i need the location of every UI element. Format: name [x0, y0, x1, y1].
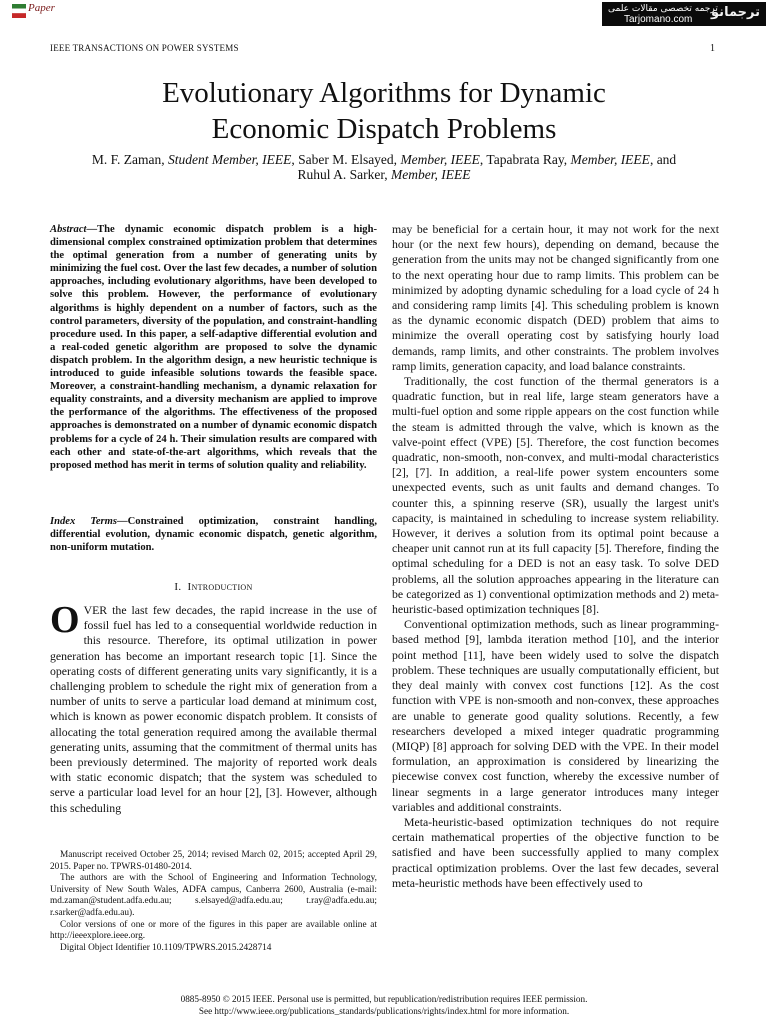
abstract-label: Abstract	[50, 224, 87, 235]
abstract	[50, 223, 377, 472]
index-terms-text: —Constrained optimization, constraint handling, differential evolution, dynamic economic dispatch, genetic algorithm, non-uniform mutation.	[50, 516, 377, 554]
title-line-2: Economic Dispatch Problems	[211, 113, 557, 145]
page-number: 1	[710, 43, 715, 54]
abstract-text: —The dynamic economic dispatch problem is a high-dimensional complex constrained optimization problem that determines the optimal generation from a number of generating units by minimizing the fuel cost. Over the last few decades, a number of solution approaches, including evolutionary algorithms, have been developed to solve this problem. However, the performance of evolutionary algorithms is highly dependent on a number of factors, such as the control parameters, diversity of the population, and constraint-handling procedure used. In this paper, a self-adaptive differential evolution and a real-coded genetic algorithm are proposed to solve the dynamic dispatch problem. In the algorithm design, a new heuristic technique is introduced to guide infeasible solutions towards the feasible space. Moreover, a constraint-handling mechanism, a dynamic relaxation for equality constraints, and a diversity mechanism are applied to improve the performance of the algorithms. The effectiveness of the proposed approaches is demonstrated on a number of dynamic economic dispatch problems for a cycle of 24 h. Their simulation results are compared with each other and state-of-the-art algorithms, which reveals that the proposed method has merit in terms of solution quality and reliability.	[50, 224, 377, 471]
banner-tagline: ترجمه تخصصی مقالات علمی	[608, 4, 718, 14]
author-role: Member, IEEE	[391, 167, 471, 182]
author-name: , Tapabrata Ray,	[479, 152, 571, 167]
body-paragraph: Conventional optimization methods, such as linear programming-based method [9], lambda iteration method [10], and the interior point method [11], have been widely used to solve the dispatch problem. These techniques are usually computationally efficient, but they deal mainly with convex cost functions [12]. As the cost function with VPE is non-smooth and non-convex, these approaches are unable to generate good quality solutions. Recently, a few researchers developed a mixed integer quadratic programming (MIQP) [8] approach for solving DED with the VPE. In their model formulation, an approximation is considered by linearizing the piecewise convex cost function, whereby the excessive number of linear segments in a large generator introduces many integer variables and additional constraints.	[392, 617, 719, 814]
section-heading	[50, 581, 377, 593]
paper-logo	[12, 2, 72, 28]
intro-first-word: VER	[83, 603, 108, 617]
author-role: Member, IEEE	[570, 152, 650, 167]
drop-cap: O	[50, 599, 80, 641]
author-list	[50, 152, 718, 182]
author-conjunction: , and	[649, 152, 677, 167]
introduction-paragraph	[50, 599, 377, 816]
right-column	[392, 222, 719, 891]
tarjomano-banner[interactable]	[602, 2, 766, 26]
index-terms	[50, 515, 377, 554]
footnote: The authors are with the School of Engineering and Information Technology, University of New South Wales, ADFA campus, Canberra 2600, Australia (e-mail: md.zaman@student.adfa.edu.au; s.elsayed@adfa.edu.au; t.ray@adfa.edu.au; r.sarker@adfa.edu.au).	[50, 873, 377, 918]
author-role: Member, IEEE	[400, 152, 480, 167]
footnotes	[50, 850, 377, 954]
body-paragraph: Traditionally, the cost function of the thermal generators is a quadratic function, but in real life, large steam generators have a multi-fuel option and some ripple appears on the cost function while the steam is admitted through the valve, which is known as the valve-point effect (VPE) [5]. Therefore, the cost function becomes quadratic, non-smooth, non-convex, and multi-modal characteristics [2], [7]. In addition, a real-life power system encounters some unexpected events, such as unit faults and demand changes. To counter this, a spinning reserve (SR), usually the largest unit's capacity, is maintained in scheduling to increase system reliability. However, it derives a solution from its optimal point because a cheaper unit cannot run at its full capacity [5]. Therefore, finding the optimal scheduling for a DED is not an easy task. To solve DED problems, all the solution approaches appearing in the literature can be categorized as 1) conventional optimization methods and 2) meta-heuristic-based optimization techniques [8].	[392, 374, 719, 617]
author-name: , Saber M. Elsayed,	[291, 152, 401, 167]
intro-text: the last few decades, the rapid increase in the use of fossil fuel has led to a consequential worldwide reduction in this resource. Therefore, its optimal utilization in power generation has become an important research topic [1]. Since the operating costs of different generating units vary significantly, it is a challenging problem to schedule the right mix of generation from a number of units to serve a particular load demand at minimum cost, which is known as power economic dispatch problem. It consists of allocating the total generation required among the available thermal generating units, assuming that the commitment of thermal units has been previously determined. The majority of reported work deals with static economic dispatch; that the system was scheduled to serve a particular load level for an hour [2], [3]. However, although this scheduling	[50, 603, 377, 815]
banner-brand: ترجمانو	[711, 5, 760, 20]
copyright-notice	[50, 993, 718, 1017]
logo-text: Paper	[28, 2, 55, 14]
author-role: Student Member, IEEE	[167, 152, 292, 167]
paper-title	[50, 75, 718, 147]
footnote: Digital Object Identifier 10.1109/TPWRS.2015.2428714	[60, 942, 272, 953]
footnote: Manuscript received October 25, 2014; revised March 02, 2015; accepted April 29, 2015. Paper no. TPWRS-01480-2014.	[50, 850, 377, 872]
flag-icon	[12, 4, 26, 18]
footnote: Color versions of one or more of the figures in this paper are available online at http://ieeexplore.ieee.org.	[50, 919, 377, 942]
index-terms-label: Index Terms	[50, 516, 118, 527]
title-line-1: Evolutionary Algorithms for Dynamic	[162, 77, 606, 109]
copyright-line-2: See http://www.ieee.org/publications_standards/publications/rights/index.html for more information.	[198, 1006, 570, 1016]
author-name: M. F. Zaman,	[91, 152, 168, 167]
section-number: I.	[174, 581, 182, 593]
body-paragraph: may be beneficial for a certain hour, it may not work for the next hour (or the next few hours), depending on demand, because the generation from the units may not be changed significantly from one to the next operating hour due to ramp limits. This problem can be minimized by adopting dynamic scheduling for a load cycle of 24 h and considering ramp limits [4]. This scheduling problem is known as the dynamic economic dispatch (DED) problem that aims to minimize the overall operating cost by satisfying hourly load demands, ramp limits, and other constraints. The problem involves ramp limits, generation capacity, and load balance constraints.	[392, 222, 719, 373]
body-paragraph: Meta-heuristic-based optimization techniques do not require certain mathematical properties of the objective function to be satisfied and have been successfully applied to many complex practical optimization problems. Over the last few decades, several meta-heuristic methods have been effectively used to	[392, 814, 719, 890]
banner-url: Tarjomano.com	[624, 14, 693, 25]
copyright-line-1: 0885-8950 © 2015 IEEE. Personal use is permitted, but republication/redistribution requires IEEE permission.	[180, 994, 588, 1004]
author-name: Ruhul A. Sarker,	[297, 167, 392, 182]
section-title: Introduction	[187, 581, 253, 593]
running-head: IEEE TRANSACTIONS ON POWER SYSTEMS	[50, 43, 239, 53]
